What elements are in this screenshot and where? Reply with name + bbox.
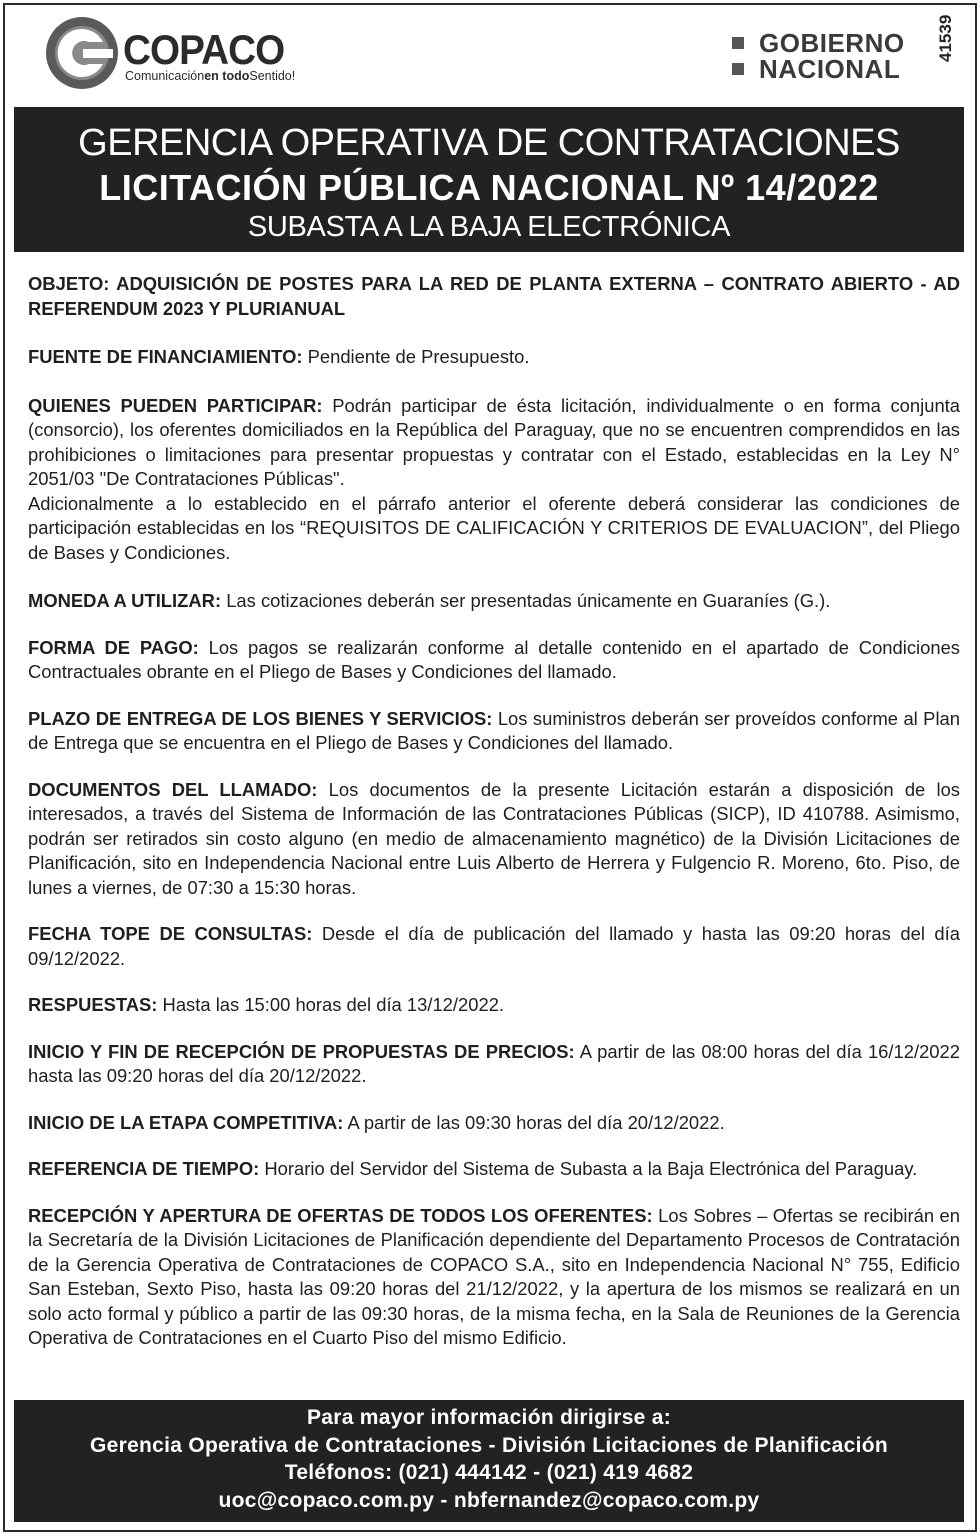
section-documentos: DOCUMENTOS DEL LLAMADO: Los documentos de la presente Licitación estarán a disposición de los interesados, a través del Sistema de Información de las Contrataciones Públicas (SICP), ID 410788. Asimismo, podrán ser retirados sin costo alguno (en medio de almacenamiento magnético) de la División Licitaciones de Planificación, sito en Independencia Nacional entre Luis Alberto de Herrera y Fulgencio R. Moreno, 6to. Piso, de lunes a viernes, de 07:30 a 15:30 horas. — [28, 778, 960, 898]
section-consultas: FECHA TOPE DE CONSULTAS: Desde el día de publicación del llamado y hasta las 09:20 horas del día 09/12/2022. — [28, 923, 960, 969]
section-recepcion-propuestas: INICIO Y FIN DE RECEPCIÓN DE PROPUESTAS DE PRECIOS: A partir de las 08:00 horas del día 16/12/2022 hasta las 09:20 horas del día 20/12/2022. — [28, 1040, 960, 1086]
copaco-logo — [45, 16, 315, 86]
contact-emails: uoc@copaco.com.py - nbfernandez@copaco.com.py — [218, 1489, 760, 1512]
contact-banner — [14, 1400, 964, 1522]
square-bullet-icon — [732, 63, 744, 75]
section-etapa-competitiva: INICIO DE LA ETAPA COMPETITIVA: A partir de las 09:30 horas del día 20/12/2022. — [28, 1111, 725, 1133]
section-financiamiento: FUENTE DE FINANCIAMIENTO: Pendiente de Presupuesto. — [28, 346, 530, 367]
announcement-body — [28, 272, 960, 1351]
section-forma-pago: FORMA DE PAGO: Los pagos se realizarán conforme al detalle contenido en el apartado de Condiciones Contractuales obrante en el Pliego de Bases y Condiciones del llamado. — [28, 636, 961, 682]
title-banner — [14, 107, 964, 252]
title-line-3: SUBASTA A LA BAJA ELECTRÓNICA — [247, 211, 731, 243]
section-referencia-tiempo: REFERENCIA DE TIEMPO: Horario del Servidor del Sistema de Subasta a la Baja Electrónica del Paraguay. — [28, 1158, 918, 1179]
title-line-1: GERENCIA OPERATIVA DE CONTRATACIONES — [78, 122, 900, 164]
section-participantes: QUIENES PUEDEN PARTICIPAR: Podrán participar de ésta licitación, individualmente o en forma conjunta (consorcio), los oferentes domiciliados en la República del Paraguay, que no se encuentren comprendidos en las prohibiciones o limitaciones para presentar propuestas y contratar con el Estado, establecidas en la Ley N° 2051/03 "De Contrataciones Públicas". — [28, 394, 961, 489]
copaco-logo-mark-icon — [45, 16, 119, 90]
logo-wordmark: COPACO — [123, 26, 285, 73]
logo-tagline: Comunicaciónen todoSentido! — [125, 69, 296, 83]
contact-heading: Para mayor información dirigirse a: — [306, 1406, 672, 1429]
gobierno-nacional-logo: GOBIERNO NACIONAL — [732, 30, 905, 82]
section-plazo-entrega: PLAZO DE ENTREGA DE LOS BIENES Y SERVICIOS: Los suministros deberán ser proveídos conforme al Plan de Entrega que se encuentra en el Pliego de Bases y Condiciones del llamado. — [28, 707, 960, 753]
contact-department: Gerencia Operativa de Contrataciones - División Licitaciones de Planificación — [89, 1434, 888, 1457]
section-moneda: MONEDA A UTILIZAR: Las cotizaciones deberán ser presentadas únicamente en Guaraníes (G.). — [28, 590, 831, 611]
section-objeto: OBJETO: ADQUISICIÓN DE POSTES PARA LA RED DE PLANTA EXTERNA – CONTRATO ABIERTO - AD REFERENDUM 2023 Y PLURIANUAL — [28, 273, 960, 319]
ad-code: 41539 — [936, 14, 955, 62]
square-bullet-icon — [732, 37, 744, 49]
title-line-2: LICITACIÓN PÚBLICA NACIONAL Nº 14/2022 — [99, 167, 879, 208]
section-recepcion-apertura: RECEPCIÓN Y APERTURA DE OFERTAS DE TODOS LOS OFERENTES: Los Sobres – Ofertas se recibirán en la Secretaría de la División Licitaciones de Planificación dependiente del Departamento Procesos de Contratación de la Gerencia Operativa de Contrataciones de COPACO S.A., sito en Independencia Nacional N° 755, Edificio San Esteban, Sexto Piso, hasta las 09:20 horas del 21/12/2022, y la apertura de los mismos se realizará en un solo acto formal y público a partir de las 09:30 horas, de la misma fecha, en la Sala de Reuniones de la Gerencia Operativa de Contrataciones en el Cuarto Piso del mismo Edificio. — [28, 1204, 961, 1348]
contact-phones: Teléfonos: (021) 444142 - (021) 419 4682 — [284, 1461, 694, 1484]
section-participantes-extra: Adicionalmente a lo establecido en el párrafo anterior el oferente deberá considerar las condiciones de participación establecidas en los “REQUISITOS DE CALIFICACIÓN Y CRITERIOS DE EVALUACION”, del Pliego de Bases y Condiciones. — [28, 492, 960, 563]
section-respuestas: RESPUESTAS: Hasta las 15:00 horas del día 13/12/2022. — [28, 994, 505, 1015]
